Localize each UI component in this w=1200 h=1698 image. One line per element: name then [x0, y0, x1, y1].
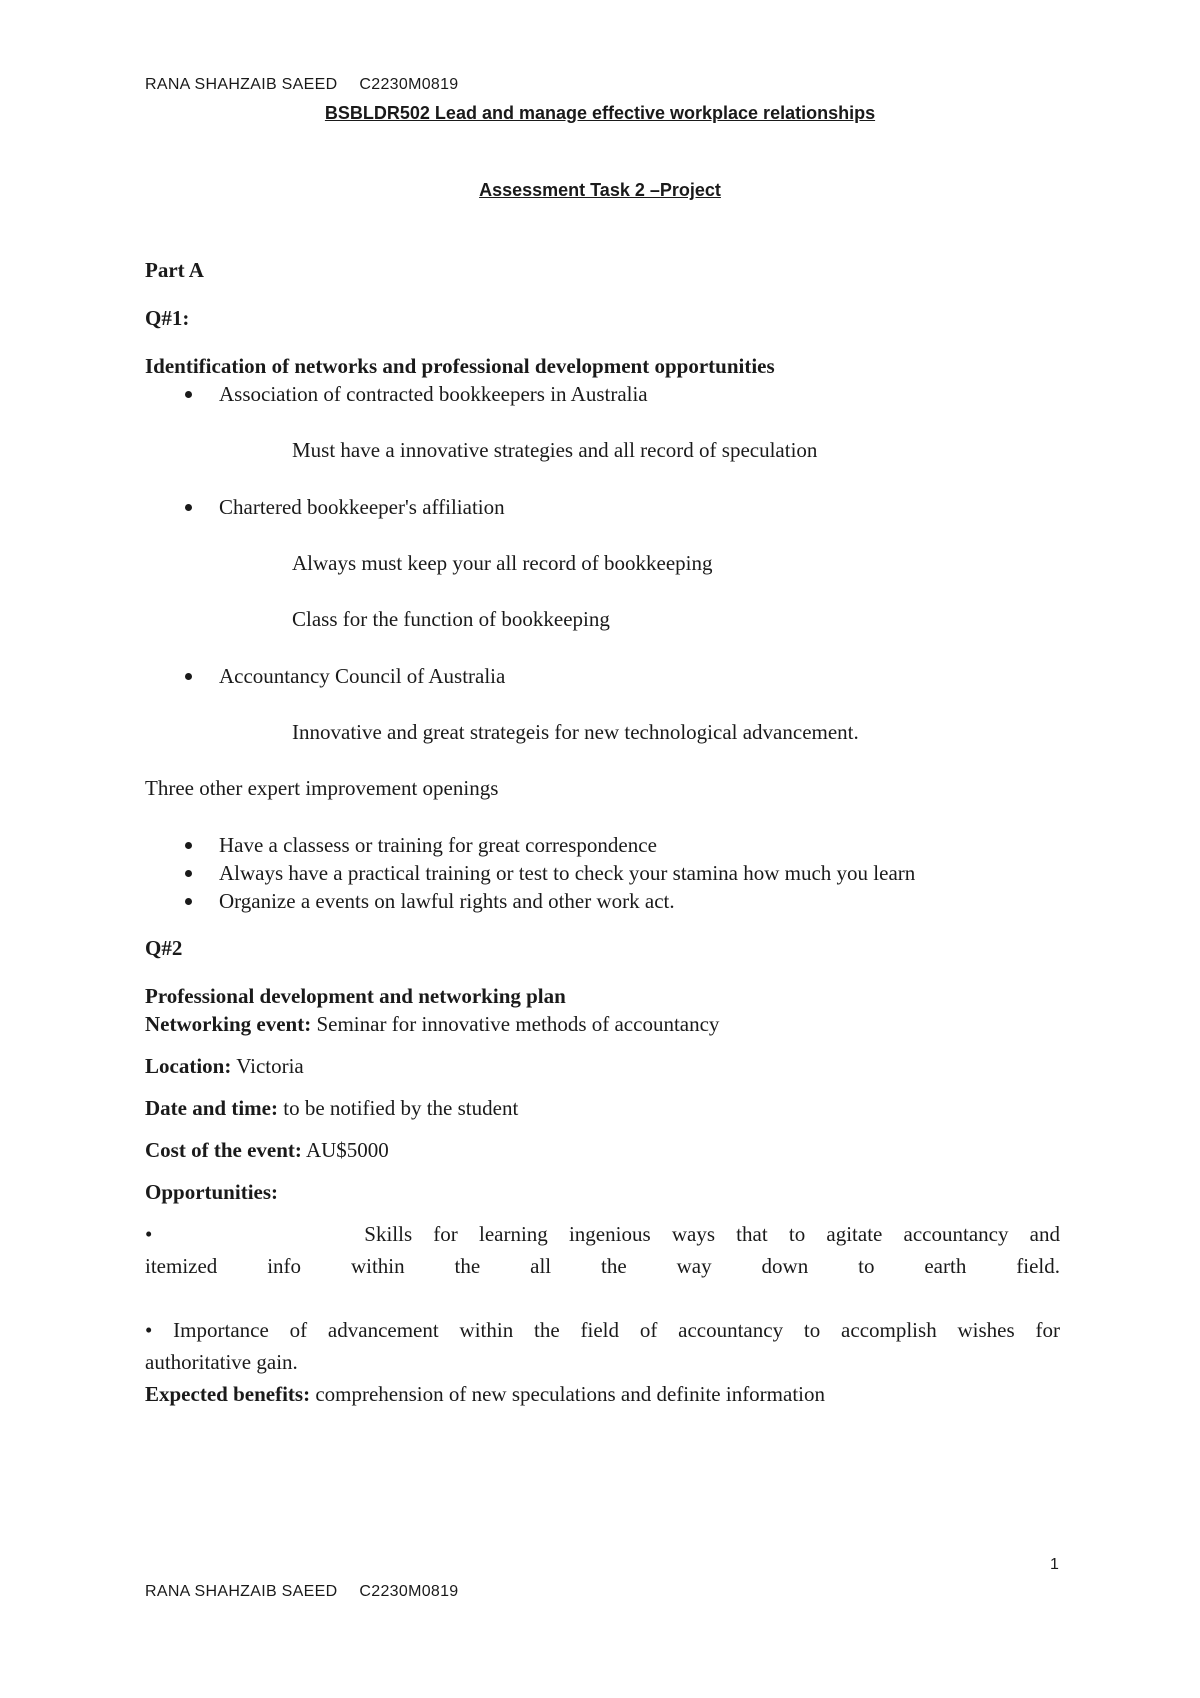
bullet-icon [185, 504, 192, 511]
benefits-label: Expected benefits: [145, 1382, 311, 1406]
author-name: RANA SHAHZAIB SAEED [145, 76, 338, 93]
page-number: 1 [1050, 1556, 1059, 1573]
cost-label: Cost of the event: [145, 1138, 302, 1162]
opportunity-1-line-2: itemized info within the all the way down to earth field. [145, 1254, 1060, 1278]
event-label: Networking event: [145, 1012, 312, 1036]
opportunity-1-line-1: • Skills for learning ingenious ways that to agitate accountancy and [145, 1222, 1060, 1246]
q1-heading: Identification of networks and professional development opportunities [145, 354, 775, 378]
event-line [145, 1011, 1060, 1037]
list-item-text: Have a classess or training for great correspondence [219, 833, 657, 857]
bullet-icon [185, 391, 192, 398]
other-heading: Three other expert improvement openings [145, 776, 499, 800]
opportunity-2-line-2: authoritative gain. [145, 1350, 298, 1374]
location-line [145, 1053, 1060, 1079]
page-footer [145, 1583, 459, 1601]
location-value: Victoria [236, 1054, 304, 1078]
q2-heading: Professional development and networking plan [145, 984, 566, 1008]
bullet-icon [185, 842, 192, 849]
opportunity-2-line-1: • Importance of advancement within the field of accountancy to accomplish wishes for [145, 1318, 1060, 1342]
list-item-note: Always must keep your all record of bookkeeping [292, 551, 713, 575]
date-label: Date and time: [145, 1096, 278, 1120]
bullet-icon [185, 870, 192, 877]
list-item-text: Organize a events on lawful rights and other work act. [219, 889, 675, 913]
bullet-icon [185, 898, 192, 905]
benefits-value: comprehension of new speculations and definite information [315, 1382, 826, 1406]
list-item-text: Always have a practical training or test to check your stamina how much you learn [219, 861, 916, 885]
page-header [145, 76, 459, 94]
document-title: BSBLDR502 Lead and manage effective workplace relationships [324, 103, 876, 123]
list-item-text: Association of contracted bookkeepers in Australia [219, 382, 648, 406]
cost-line [145, 1137, 1060, 1163]
list-item-text: Chartered bookkeeper's affiliation [219, 495, 505, 519]
part-label: Part A [145, 258, 204, 282]
date-value: to be notified by the student [283, 1096, 519, 1120]
event-value: Seminar for innovative methods of accountancy [316, 1012, 720, 1036]
list-item-note: Innovative and great strategeis for new technological advancement. [292, 720, 859, 744]
bullet-icon [185, 673, 192, 680]
list-item-note: Must have a innovative strategies and all record of speculation [292, 438, 818, 462]
q1-label: Q#1: [145, 306, 190, 330]
student-id: C2230M0819 [359, 1583, 459, 1600]
document-subtitle: Assessment Task 2 –Project [479, 180, 721, 200]
q2-label: Q#2 [145, 936, 183, 960]
cost-value: AU$5000 [305, 1138, 389, 1162]
location-label: Location: [145, 1054, 232, 1078]
author-name: RANA SHAHZAIB SAEED [145, 1583, 338, 1600]
student-id: C2230M0819 [359, 76, 459, 93]
opportunities-label: Opportunities: [145, 1180, 279, 1204]
benefits-line [145, 1381, 1060, 1407]
date-line [145, 1095, 1060, 1121]
list-item-text: Accountancy Council of Australia [219, 664, 506, 688]
list-item-note: Class for the function of bookkeeping [292, 607, 610, 631]
